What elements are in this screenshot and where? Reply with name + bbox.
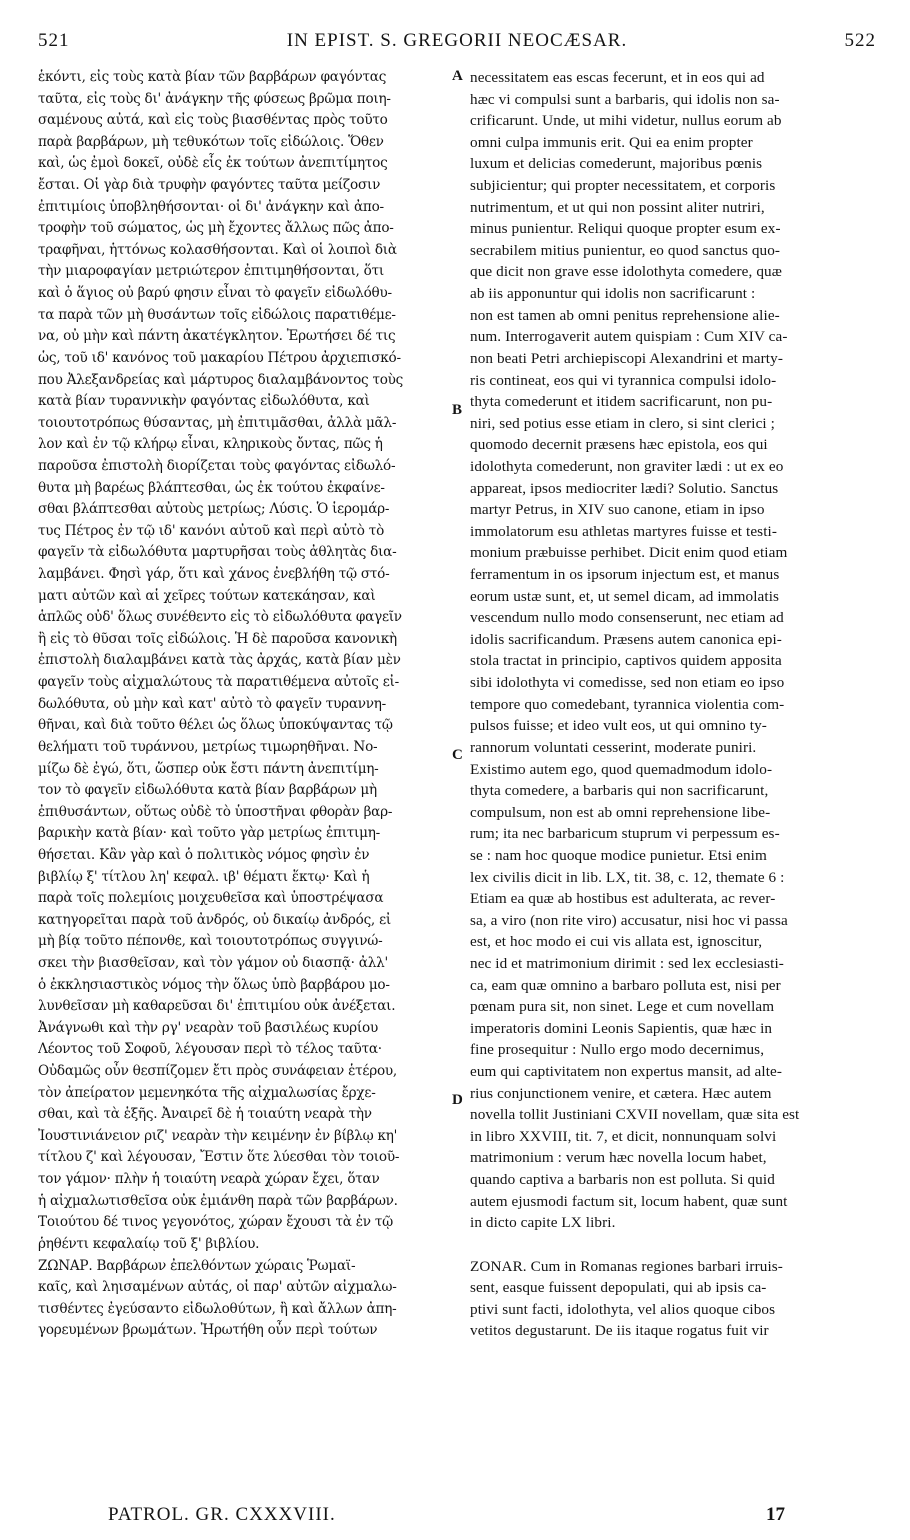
latin-text-line: monium præbuisse perhibet. Dicit enim quod etiam [470,544,788,562]
latin-text-line: necessitatem eas escas fecerunt, et in eos qui ad [470,69,765,86]
latin-text-line: vescendum nullo modo consenserunt, nec etiam ad [470,609,784,627]
latin-text-line: ris contineat, eos qui vi tyrannica compulsi idolo- [470,371,777,389]
latin-text-line: secrabilem mitius punientur, eo quod sanctus quo- [470,241,781,259]
page-number-left: 521 [38,30,70,51]
greek-text-line: βαρικὴν κατὰ βίαν· καὶ τοῦτο γὰρ μετρίως ἐπιτιμη- [38,825,380,842]
latin-text-line: matrimonium : verum hæc novella locum habet, [470,1149,767,1167]
latin-text-line: minus punientur. Reliqui quoque propter esum ex- [470,220,781,238]
greek-text-line: που Ἀλεξανδρείας καὶ μάρτυρος διαλαμβάνοντος τοὺς [38,371,404,388]
page-header [38,30,876,60]
greek-text-line: παρὰ βαρβάρων, μὴ τεθυκότων τοῖς εἰδώλοις. Ὅθεν [38,133,384,150]
latin-text-line: luxum et delicias comederunt, majoribus pœnis [470,155,763,173]
latin-text-line: idolothyta comederunt, non graviter lædi : ut ex eo [470,457,784,475]
greek-text-line: ἡ αἰχμαλωτισθεῖσα οὐκ ἐμιάνθη παρὰ τῶν βαρβάρων. [38,1192,398,1209]
gathering-signature: 17 [766,1504,785,1525]
latin-text-line: thyta comedere, a barbaris qui non sacrificarunt, [470,782,769,800]
greek-text-line: φαγεῖν τὰ εἰδωλόθυτα μαρτυρῆσαι τοὺς ἀθλητὰς δια- [38,544,397,561]
greek-text-line: καῖς, καὶ ληισαμένων αὐτάς, οἱ παρ' αὐτῶν αἰχμαλω- [38,1279,397,1296]
greek-text-line: ἐπιτιμίοις ὑποβληθήσονται· οἱ δι' ἀνάγκην καὶ ἀπο- [38,198,384,215]
greek-text-line: καὶ, ὡς ἐμοὶ δοκεῖ, οὐδὲ εἷς ἐκ τούτων ἀνεπιτίμητος [38,155,388,172]
latin-text-line: que dicit non grave esse idolothyta comedere, quæ [470,263,782,281]
latin-text-line: nutrimentum, et ut qui non possint aliter nutriri, [470,198,765,216]
latin-text-line: omni culpa immunis erit. Qui ea enim propter [470,133,753,151]
latin-text-line: vetitos degustarunt. De iis itaque rogatus fuit vir [470,1322,769,1340]
latin-text-line: quomodo decernit præsens hæc epistola, eos qui [470,436,768,454]
latin-text-line: hæc vi compulsi sunt a barbaris, qui idolis non sa- [470,90,780,108]
latin-text-line: se : nam hoc quoque modice punietur. Etsi enim [470,846,767,864]
margin-marker-d: D [452,1092,463,1108]
greek-text-line: ματι αὐτῶν καὶ αἱ χεῖρες τούτων κατεκάησαν, καὶ [38,587,376,604]
greek-text-line: ὁ ἐκκλησιαστικὸς νόμος τὴν ὅλως ὑπὸ βαρβάρου μο- [38,976,390,993]
greek-text-line: παρὰ τοῖς πολεμίοις μοιχευθεῖσα καὶ ὑποστρέψασα [38,890,384,907]
latin-text-line: pulsos fuisse; et ideo vult eos, ut qui omnino ty- [470,717,767,735]
greek-text-line: δωλόθυτα, οὐ μὴν καὶ κατ' αὐτὸ τὸ φαγεῖν τυραννη- [38,695,387,712]
latin-text-line: ab iis apponuntur qui idolis non sacrificarunt : [470,285,756,303]
latin-text-line: pœnam pura sit, non sinet. Lege et cum novellam [470,998,775,1016]
greek-text-line: λον καὶ ἐν τῷ κλήρῳ εἶναι, κληρικοὺς ὄντας, πῶς ἡ [38,436,383,453]
latin-text-line: rum; ita nec barbaricum stuprum vi perpessum es- [470,825,780,843]
latin-text-line: imperatoris domini Leonis Sapientis, quæ hæc in [470,1019,773,1037]
greek-text-line: τοιουτοτρόπως θύσαντας, μὴ ἐπιτιμᾶσθαι, ἀλλὰ μᾶλ- [38,414,397,431]
latin-text-line: rius conjunctionem venire, et cætera. Hæc autem [470,1084,772,1102]
latin-text-line: lex civilis dicit in lib. LX, tit. 38, c. 12, themate 6 : [470,868,785,886]
greek-text-line: κατηγορεῖται παρὰ τοῦ ἀνδρός, οὐ δικαίῳ ἀνδρός, εἰ [38,911,391,928]
greek-text-line: Ἰουστινιάνειον ριζ' νεαρὰν τὴν κειμένην ἐν βίβλῳ κη' [38,1127,398,1144]
latin-text-line: in dicto capite LX libri. [470,1214,616,1232]
greek-text-line: Τοιούτου δέ τινος γεγονότος, χώραν ἔχουσι τὰ ἐν τῷ [38,1214,393,1231]
greek-text-line: θελήματι τοῦ τυράννου, μετρίως τιμωρηθῆναι. Νο- [38,738,378,755]
latin-text-line: crificarunt. Unde, ut mihi videtur, nullus eorum ab [470,112,782,130]
greek-text-line: Λέοντος τοῦ Σοφοῦ, λέγουσαν περὶ τὸ τέλος ταῦτα· [38,1041,382,1058]
greek-text-column [38,67,448,1342]
latin-text-line: appareat, ipsos mediocriter lædi? Solutio. Sanctus [470,479,779,497]
greek-text-line: τραφῆναι, ἡττόνως κολασθήσονται. Καὶ οἱ λοιποὶ διὰ [38,241,397,258]
greek-text-line: κατὰ βίαν τυραννικὴν φαγόντας εἰδωλόθυτα, καὶ [38,393,370,410]
greek-text-line: σκει τὴν βιασθεῖσαν, καὶ τὸν γάμον οὐ διασπᾷ· ἀλλ' [38,954,388,971]
latin-text-line: non est tamen ab omni penitus reprehensione alie- [470,306,780,324]
latin-text-line: non beati Petri archiepiscopi Alexandrini et marty- [470,349,783,367]
greek-text-line: ΖΩΝΑΡ. Βαρβάρων ἐπελθόντων χώραις Ῥωμαϊ- [38,1257,356,1274]
greek-text-line: φαγεῖν τοὺς αἰχμαλώτους τὰ παρατιθέμενα αὐτοῖς εἰ- [38,674,399,691]
greek-text-line: ἁπλῶς οὐδ' ὅλως συνέθεντο εἰς τὸ εἰδωλόθυτα φαγεῖν [38,609,402,626]
latin-text-line: num. Interrogaverit autem quispiam : Cum XIV ca- [470,328,788,346]
greek-text-line: βιβλίῳ ξ' τίτλου λη' κεφαλ. ιβ' θέματι ἕκτῳ· Καὶ ἡ [38,868,370,885]
greek-text-line: μὴ βίᾳ τοῦτο πέπονθε, καὶ τοιουτοτρόπως συγγινώ- [38,933,383,950]
greek-text-line: λαμβάνει. Φησὶ γάρ, ὅτι καὶ χάνος ἐνεβλήθη τῷ στό- [38,566,390,583]
greek-text-line: τροφὴν τοῦ σώματος, ὡς μὴ ἔχοντες ἄλλως πῶς ἀπο- [38,220,394,237]
greek-text-line: ῥηθέντι κεφαλαίῳ τοῦ ξ' βιβλίου. [38,1235,260,1252]
latin-text-line: subjicientur; qui propter necessitatem, et corporis [470,177,776,195]
latin-text-line: Existimo autem ego, quod quemadmodum idolo- [470,760,773,778]
latin-text-line: quando captiva a barbaris non est polluta. Si quid [470,1171,775,1189]
margin-marker-b: B [452,402,463,418]
greek-text-line: τὸν ἀπείρατον μεμενηκότα τῆς αἰχμαλωσίας ἔρχε- [38,1084,376,1101]
greek-text-line: σαμένους αὐτά, καὶ εἰς τοὺς βιασθέντας πρὸς τοῦτο [38,112,388,129]
latin-text-line: est, et hoc modo ei cui vis allata est, ignoscitur, [470,933,763,951]
greek-text-line: παροῦσα ἐπιστολὴ διορίζεται τοὺς φαγόντας εἰδωλό- [38,457,396,474]
latin-text-line: nec id et matrimonium dirimit : sed lex ecclesiasti- [470,954,784,972]
greek-text-line: τίτλου ζ' καὶ λέγουσαν, Ἔστιν ὅτε λύεσθαι τὸν τοιοῦ- [38,1149,400,1166]
latin-text-line: sibi idolothyta vi comedisse, sed non etiam eo ipso [470,674,785,692]
latin-text-line: immolatorum esu athletas martyres fuisse et testi- [470,522,777,540]
latin-text-line: martyr Petrus, in XIV suo canone, etiam in ipso [470,501,765,519]
margin-marker-a: A [452,68,463,84]
greek-text-line: λυνθεῖσαν μὴ καθαρεῦσαι δι' ἐπιτιμίου οὐκ ἀνέξεται. [38,998,396,1015]
latin-text-line: sa, a viro (non rite viro) accusatur, nisi hoc vi passa [470,911,788,929]
greek-text-line: τα παρὰ τῶν μὴ θυσάντων τοῖς εἰδώλοις παρατιθέμε- [38,306,396,323]
greek-text-line: ἔσται. Οἱ γὰρ διὰ τρυφὴν φαγόντες ταῦτα μείζοσιν [38,177,381,194]
latin-text-line: ca, eam quæ omnino a barbaro polluta est, nisi per [470,976,781,994]
greek-text-line: τυς Πέτρος ἐν τῷ ιδ' κανόνι αὐτοῦ καὶ περὶ αὐτὸ τὸ [38,522,385,539]
latin-text-line: ptivi sunt facti, idolothyta, vel alios quoque cibos [470,1300,776,1318]
latin-text-line: stola tractat in principio, captivos quidem apposita [470,652,782,670]
greek-text-line: καὶ ὁ ἅγιος οὐ βαρύ φησιν εἶναι τὸ φαγεῖν εἰδωλόθυ- [38,285,392,302]
greek-text-line: Οὐδαμῶς οὖν θεσπίζομεν ἔτι πρὸς συνάφειαν ἑτέρου, [38,1063,397,1080]
running-title: IN EPIST. S. GREGORII NEOCÆSAR. [286,30,628,51]
greek-text-line: να, οὐ μὴν καὶ πάντη ἀκατέγκλητον. Ἐρωτήσει δέ τις [38,328,396,345]
greek-text-line: ταῦτα, εἰς τοὺς δι' ἀνάγκην τῆς φύσεως βρῶμα ποιη- [38,90,391,107]
latin-text-line: compulsum, non est ab omni reprehensione libe- [470,803,771,821]
greek-text-line: γορευμένων βρωμάτων. Ἠρωτήθη οὖν περὶ τούτων [38,1322,378,1339]
greek-text-line: τισθέντες ἐγεύσαντο εἰδωλοθύτων, ἢ καὶ ἄλλων ἀπη- [38,1300,397,1317]
latin-text-column [470,67,874,1342]
greek-text-line: θυτα μὴ βαρέως βλάπτεσθαι, ὡς ἐκ τούτου ἐκφαίνε- [38,479,385,496]
latin-text-line: Etiam ea quæ ab hostibus est adulterata, ac rever- [470,890,776,908]
latin-text-line [470,1234,874,1256]
greek-text-line: ἢ εἰς τὸ θῦσαι τοῖς εἰδώλοις. Ἡ δὲ παροῦσα κανονικὴ [38,630,397,647]
latin-text-line: ZONAR. Cum in Romanas regiones barbari irruis- [470,1257,783,1275]
page-number-right: 522 [844,30,876,51]
greek-text-line: τον γάμον· πλὴν ἡ τοιαύτη νεαρὰ χώραν ἔχει, ὅταν [38,1171,380,1188]
greek-text-line: ἑκόντι, εἰς τοὺς κατὰ βίαν τῶν βαρβάρων φαγόντας [38,69,387,85]
latin-text-line: in libro XXVIII, tit. 7, et dicit, nonnunquam solvi [470,1127,777,1145]
greek-text-line: σθαι, καὶ τὰ ἑξῆς. Ἀναιρεῖ δὲ ἡ τοιαύτη νεαρὰ τὴν [38,1106,372,1123]
latin-text-line: idolis sacrificandum. Præsens autem canonica epi- [470,630,782,648]
greek-text-line: τον τὸ φαγεῖν εἰδωλόθυτα κατὰ βίαν βαρβάρων μὴ [38,782,377,799]
greek-text-line: μίζω δὲ ἐγώ, ὅτι, ὥσπερ οὐκ ἔστι πάντη ἀνεπιτίμη- [38,760,379,777]
latin-text-line: niri, sed potius esse etiam in clero, si sint clerici ; [470,414,775,432]
greek-text-line: ὡς, τοῦ ιδ' κανόνος τοῦ μακαρίου Πέτρου ἀρχιεπισκό- [38,349,401,366]
greek-text-line: θῆναι, καὶ διὰ τοῦτο θέλει ὡς ὅλως ὑποκύψαντας τῷ [38,717,393,734]
greek-text-line: σθαι βλάπτεσθαι αὐτοὺς μετρίως; Λύσις. Ὁ ἱερομάρ- [38,501,390,518]
latin-text-line: novella tollit Justiniani CXVII novellam, quæ sita est [470,1106,800,1124]
greek-text-line: ἐπιστολὴ διαλαμβάνει κατὰ τὰς ἀρχάς, κατὰ βίαν μὲν [38,652,401,669]
margin-marker-c: C [452,747,463,763]
latin-text-line: thyta comederunt et itidem sacrificarunt, non pu- [470,393,773,411]
greek-text-line: τὴν μιαροφαγίαν μετριώτερον ἐπιτιμηθήσονται, ὅτι [38,263,384,280]
latin-text-line: autem ejusmodi factum sit, locum habent, quæ sunt [470,1192,788,1210]
greek-text-line: ἐπιθυσάντων, οὕτως οὐδὲ τὸ ὑποστῆναι φθορὰν βαρ- [38,803,393,820]
latin-text-line: tempore quo comedebant, tyrannica violentia com- [470,695,785,713]
latin-text-line: eorum ustæ sunt, et, ut semel dicam, ad immolatis [470,587,780,605]
latin-text-line: fine prosequitur : Nullo ergo modo decernimus, [470,1041,765,1059]
greek-text-line: Ἀνάγνωθι καὶ τὴν ργ' νεαρὰν τοῦ βασιλέως κυρίου [38,1019,378,1036]
latin-text-line: ferramentum in os ipsorum injectum est, et manus [470,566,780,584]
greek-text-line: θήσεται. Κἂν γὰρ καὶ ὁ πολιτικὸς νόμος φησὶν ἐν [38,846,370,863]
latin-text-line: eum qui captivitatem non expertus mansit, ad alte- [470,1063,783,1081]
latin-text-line: rannorum voluntati cesserint, moderate puniri. [470,738,757,756]
latin-text-line: sent, easque fuissent depopulati, qui ab ipsis ca- [470,1279,767,1297]
series-footer: PATROL. GR. CXXXVIII. [108,1504,336,1525]
